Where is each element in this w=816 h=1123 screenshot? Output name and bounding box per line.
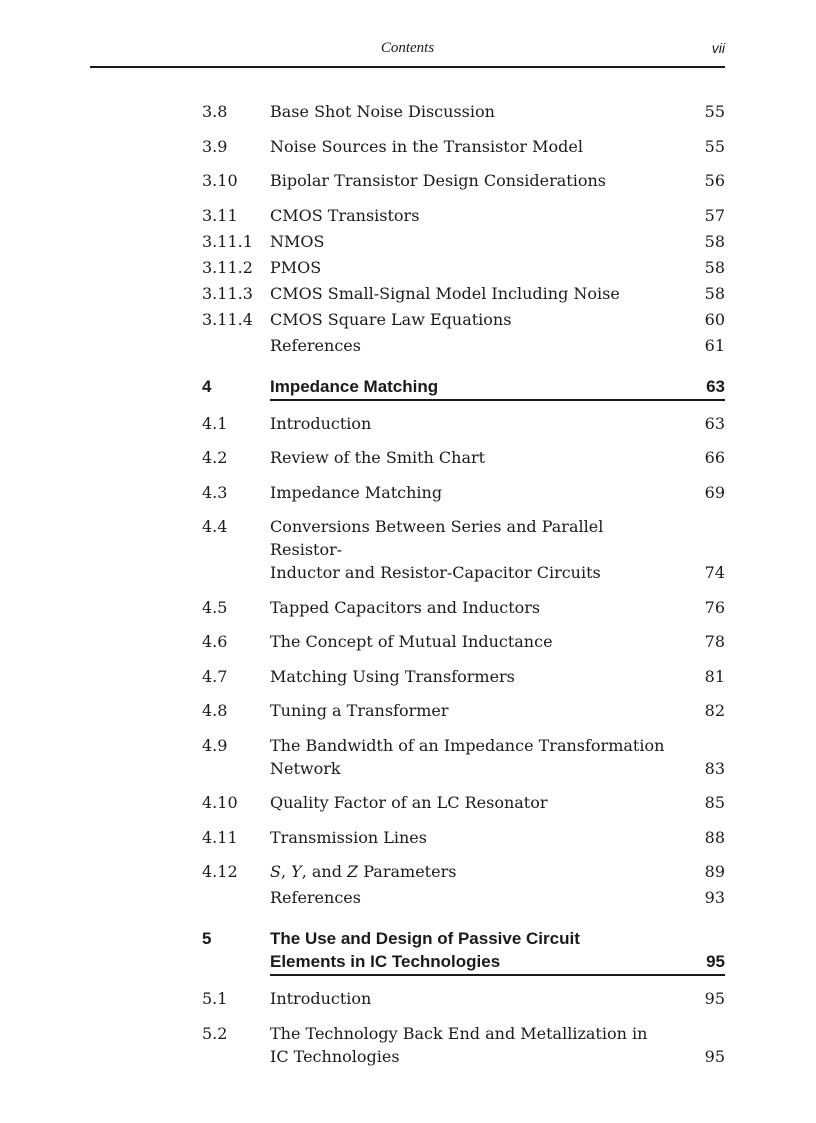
toc-entry-title-line: IC Technologies xyxy=(270,1046,400,1066)
toc-entry-page: 83 xyxy=(704,758,725,778)
toc-entry-references[interactable] xyxy=(202,886,725,909)
toc-entry-number: 3.11 xyxy=(202,205,238,225)
toc-entry-title: The Concept of Mutual Inductance xyxy=(270,632,553,651)
toc-entry[interactable] xyxy=(202,256,725,279)
toc-chapter-page: 95 xyxy=(706,952,725,971)
toc-entry[interactable] xyxy=(202,826,725,849)
toc-entry-page: 61 xyxy=(704,335,725,355)
toc-entry-title-s: S xyxy=(270,862,281,881)
toc-entry-title: NMOS xyxy=(270,231,325,251)
toc-entry-title: Transmission Lines xyxy=(270,827,427,847)
toc-entry-page: 58 xyxy=(704,257,725,277)
toc-entry[interactable] xyxy=(202,412,725,435)
toc-entry-title-z: Z xyxy=(347,862,359,881)
toc-entry-number: 3.9 xyxy=(202,136,228,156)
table-of-contents xyxy=(202,100,725,1068)
toc-entry-page: 55 xyxy=(704,136,725,156)
toc-entry-title: CMOS Transistors xyxy=(270,205,420,225)
toc-entry-page: 93 xyxy=(704,888,725,907)
toc-entry-title: References xyxy=(270,335,361,355)
toc-entry-title: Impedance Matching xyxy=(270,482,443,502)
toc-entry-references[interactable] xyxy=(202,334,725,357)
toc-entry[interactable] xyxy=(202,135,725,158)
toc-entry-title-y: Y xyxy=(291,862,302,881)
toc-entry-title: Introduction xyxy=(270,989,372,1008)
toc-entry-number: 3.11.4 xyxy=(202,309,253,329)
page-number: vii xyxy=(711,40,725,56)
toc-entry[interactable] xyxy=(202,791,725,814)
toc-entry-page: 74 xyxy=(704,563,725,582)
toc-entry-number: 4.8 xyxy=(202,701,228,720)
toc-entry[interactable] xyxy=(202,169,725,192)
toc-entry[interactable] xyxy=(202,515,725,584)
toc-entry-number: 5.2 xyxy=(202,1023,228,1043)
toc-entry[interactable] xyxy=(202,446,725,469)
toc-entry-page: 95 xyxy=(704,1046,725,1066)
toc-entry-title: Bipolar Transistor Design Considerations xyxy=(270,171,606,190)
toc-entry-page: 58 xyxy=(704,231,725,251)
running-header-title: Contents xyxy=(380,40,435,56)
toc-chapter-title-line: The Use and Design of Passive Circuit xyxy=(270,929,580,948)
toc-entry-title: Noise Sources in the Transistor Model xyxy=(270,136,583,156)
toc-entry[interactable] xyxy=(202,481,725,504)
toc-entry-title: Matching Using Transformers xyxy=(270,666,515,686)
toc-entry-title: Introduction xyxy=(270,413,372,433)
toc-entry-title: Quality Factor of an LC Resonator xyxy=(270,793,548,812)
toc-entry[interactable] xyxy=(202,100,725,123)
toc-entry-page: 76 xyxy=(704,597,725,617)
toc-entry-page: 66 xyxy=(704,448,725,467)
toc-entry-number: 3.11.3 xyxy=(202,283,253,303)
toc-entry-page: 81 xyxy=(704,666,725,686)
toc-chapter-page: 63 xyxy=(706,376,725,396)
toc-entry-title-line: Conversions Between Series and Parallel Resistor- xyxy=(270,517,604,559)
toc-entry-number: 4.4 xyxy=(202,517,228,536)
toc-entry-page: 88 xyxy=(704,827,725,847)
toc-entry-title: Tuning a Transformer xyxy=(270,701,449,720)
toc-entry-page: 60 xyxy=(704,309,725,329)
toc-entry-number: 4.3 xyxy=(202,482,228,502)
toc-entry-title-rest: Parameters xyxy=(358,862,457,881)
toc-entry-page: 95 xyxy=(704,989,725,1008)
toc-entry-title: References xyxy=(270,888,361,907)
toc-entry-title-line: Network xyxy=(270,758,341,778)
toc-entry[interactable] xyxy=(202,596,725,619)
toc-entry-title: S, Y, and Z Parameters xyxy=(270,862,457,881)
toc-entry[interactable] xyxy=(202,1022,725,1068)
toc-entry[interactable] xyxy=(202,204,725,227)
toc-entry-title: PMOS xyxy=(270,257,322,277)
running-header xyxy=(90,40,725,68)
toc-entry-title: Tapped Capacitors and Inductors xyxy=(270,597,541,617)
toc-entry-title xyxy=(270,1022,665,1068)
toc-chapter-number: 5 xyxy=(202,929,212,948)
toc-entry-number: 4.9 xyxy=(202,735,228,755)
toc-entry-number: 4.5 xyxy=(202,597,228,617)
toc-chapter-heading[interactable] xyxy=(202,927,725,976)
toc-entry-number: 3.11.2 xyxy=(202,257,253,277)
toc-entry[interactable] xyxy=(202,230,725,253)
toc-chapter-title xyxy=(270,927,725,976)
toc-entry[interactable] xyxy=(202,987,725,1010)
toc-entry-number: 4.10 xyxy=(202,793,238,812)
toc-entry-number: 3.10 xyxy=(202,171,238,190)
toc-entry-title: Review of the Smith Chart xyxy=(270,448,486,467)
toc-entry-page: 55 xyxy=(704,102,725,121)
toc-entry-number: 3.11.1 xyxy=(202,231,253,251)
toc-entry-title xyxy=(270,515,665,584)
toc-entry[interactable] xyxy=(202,665,725,688)
toc-entry-title-line: The Technology Back End and Metallization in xyxy=(270,1023,648,1043)
toc-entry-number: 4.6 xyxy=(202,632,228,651)
toc-entry-number: 4.11 xyxy=(202,827,238,847)
toc-entry-page: 78 xyxy=(704,632,725,651)
toc-entry-number: 4.2 xyxy=(202,448,228,467)
toc-entry-title: CMOS Square Law Equations xyxy=(270,309,512,329)
toc-entry[interactable] xyxy=(202,699,725,722)
toc-entry-page: 56 xyxy=(704,171,725,190)
toc-entry-number: 4.12 xyxy=(202,862,238,881)
toc-entry-number: 4.7 xyxy=(202,666,228,686)
toc-entry-title xyxy=(270,734,665,780)
toc-entry[interactable] xyxy=(202,282,725,305)
toc-chapter-title: Impedance Matching xyxy=(270,375,725,401)
toc-entry-title-line: Inductor and Resistor-Capacitor Circuits xyxy=(270,563,601,582)
toc-entry-title-line: The Bandwidth of an Impedance Transformation xyxy=(270,735,665,755)
toc-entry-page: 63 xyxy=(704,413,725,433)
toc-entry-number: 3.8 xyxy=(202,102,228,121)
toc-chapter-number: 4 xyxy=(202,376,212,396)
toc-entry-title: CMOS Small-Signal Model Including Noise xyxy=(270,283,620,303)
toc-entry-page: 89 xyxy=(704,862,725,881)
toc-chapter-title-line: Elements in IC Technologies xyxy=(270,952,501,971)
toc-entry-title: Base Shot Noise Discussion xyxy=(270,102,495,121)
toc-entry-page: 58 xyxy=(704,283,725,303)
toc-chapter-heading[interactable] xyxy=(202,375,725,401)
toc-entry-number: 4.1 xyxy=(202,413,228,433)
toc-entry-page: 57 xyxy=(704,205,725,225)
toc-entry-number: 5.1 xyxy=(202,989,228,1008)
toc-entry[interactable] xyxy=(202,860,725,883)
toc-entry-page: 69 xyxy=(704,482,725,502)
toc-entry[interactable] xyxy=(202,630,725,653)
toc-entry-page: 82 xyxy=(704,701,725,720)
toc-entry[interactable] xyxy=(202,734,725,780)
toc-entry[interactable] xyxy=(202,308,725,331)
toc-entry-page: 85 xyxy=(704,793,725,812)
